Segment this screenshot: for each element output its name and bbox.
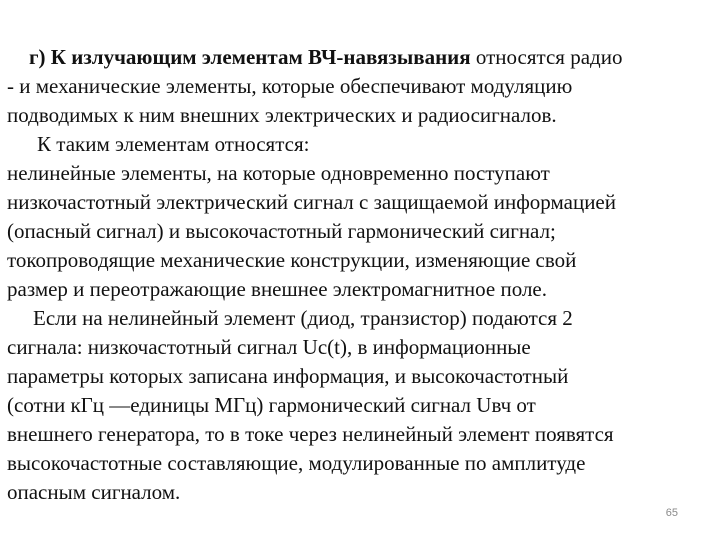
paragraph-1-line-2: - и механические элементы, которые обеспечивают модуляцию xyxy=(7,74,573,98)
paragraph-2-line-2: нелинейные элементы, на которые одновременно поступают xyxy=(7,161,550,185)
paragraph-2-line-3: низкочастотный электрический сигнал с защищаемой информацией xyxy=(7,190,616,214)
paragraph-3-line-6: высокочастотные составляющие, модулированные по амплитуде xyxy=(7,451,586,475)
paragraph-3-line-4: (сотни кГц —единицы МГц) гармонический сигнал Uвч от xyxy=(7,393,536,417)
paragraph-2-line-6: размер и переотражающие внешнее электромагнитное поле. xyxy=(7,277,548,301)
slide-text-body xyxy=(7,43,713,507)
paragraph-1-line-1 xyxy=(7,43,713,72)
paragraph-3-line-5: внешнего генератора, то в токе через нелинейный элемент появятся xyxy=(7,422,614,446)
paragraph-3-line-2: сигнала: низкочастотный сигнал Uc(t), в информационные xyxy=(7,335,531,359)
paragraph-3-line-1: Если на нелинейный элемент (диод, транзистор) подаются 2 xyxy=(33,306,573,330)
paragraph-3-line-7: опасным сигналом. xyxy=(7,480,181,504)
paragraph-2-line-1: К таким элементам относятся: xyxy=(37,132,310,156)
paragraph-2-line-4: (опасный сигнал) и высокочастотный гармонический сигнал; xyxy=(7,219,556,243)
paragraph-2-line-5: токопроводящие механические конструкции, изменяющие свой xyxy=(7,248,577,272)
paragraph-1-bold-heading: г) К излучающим элементам ВЧ-навязывания xyxy=(29,45,471,69)
page-number: 65 xyxy=(665,507,678,519)
paragraph-3-line-3: параметры которых записана информация, и высокочастотный xyxy=(7,364,569,388)
paragraph-1-line-1-rest: относятся радио xyxy=(470,45,623,69)
paragraph-1-line-3: подводимых к ним внешних электрических и радиосигналов. xyxy=(7,103,557,127)
